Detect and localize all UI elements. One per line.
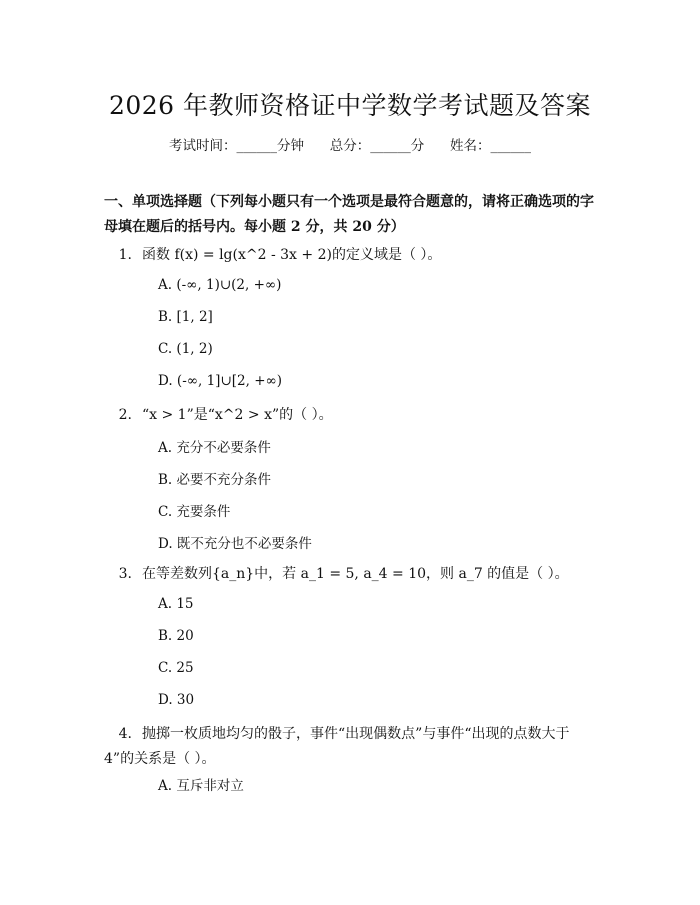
page-title: 2026 年教师资格证中学数学考试题及答案: [108, 91, 592, 120]
question-text: 抛掷一枚质地均匀的骰子，事件“出现偶数点”与事件“出现的点数大于 4”的关系是（ ）。: [104, 726, 570, 767]
section-heading: 一、单项选择题（下列每小题只有一个选项是最符合题意的，请将正确选项的字母填在题后的括号内。每小题 2 分，共 20 分）: [104, 194, 594, 235]
option-3d: D. 30: [158, 692, 195, 708]
question-1: [104, 243, 600, 268]
option-2d: D. 既不充分也不必要条件: [158, 536, 312, 552]
question-4: [104, 722, 600, 772]
option-4a: A. 互斥非对立: [158, 778, 244, 794]
exam-info-line: 考试时间：______分钟 总分：______分 姓名：______: [169, 138, 531, 154]
option-3b: B. 20: [158, 628, 194, 644]
option-1b: B. [1, 2]: [158, 309, 213, 325]
option-2b: B. 必要不充分条件: [158, 472, 272, 488]
question-2: [104, 403, 600, 428]
option-1c: C. (1, 2): [158, 341, 213, 357]
option-1d: D. (-∞, 1]∪[2, +∞): [158, 373, 283, 389]
question-number: 2.: [118, 407, 132, 423]
option-2c: C. 充要条件: [158, 504, 231, 520]
option-1a: A. (-∞, 1)∪(2, +∞): [158, 277, 282, 293]
question-number: 1.: [118, 247, 132, 263]
question-text: “x > 1”是“x^2 > x”的（ ）。: [142, 407, 333, 423]
question-number: 4.: [118, 726, 132, 742]
option-3a: A. 15: [158, 596, 194, 612]
question-number: 3.: [118, 566, 132, 582]
question-text: 函数 f(x) = lg(x^2 - 3x + 2)的定义域是（ ）。: [142, 247, 442, 263]
question-3: [104, 562, 600, 587]
option-3c: C. 25: [158, 660, 194, 676]
question-text: 在等差数列{a_n}中，若 a_1 = 5, a_4 = 10，则 a_7 的值是（ ）。: [142, 566, 569, 582]
option-2a: A. 充分不必要条件: [158, 440, 271, 456]
